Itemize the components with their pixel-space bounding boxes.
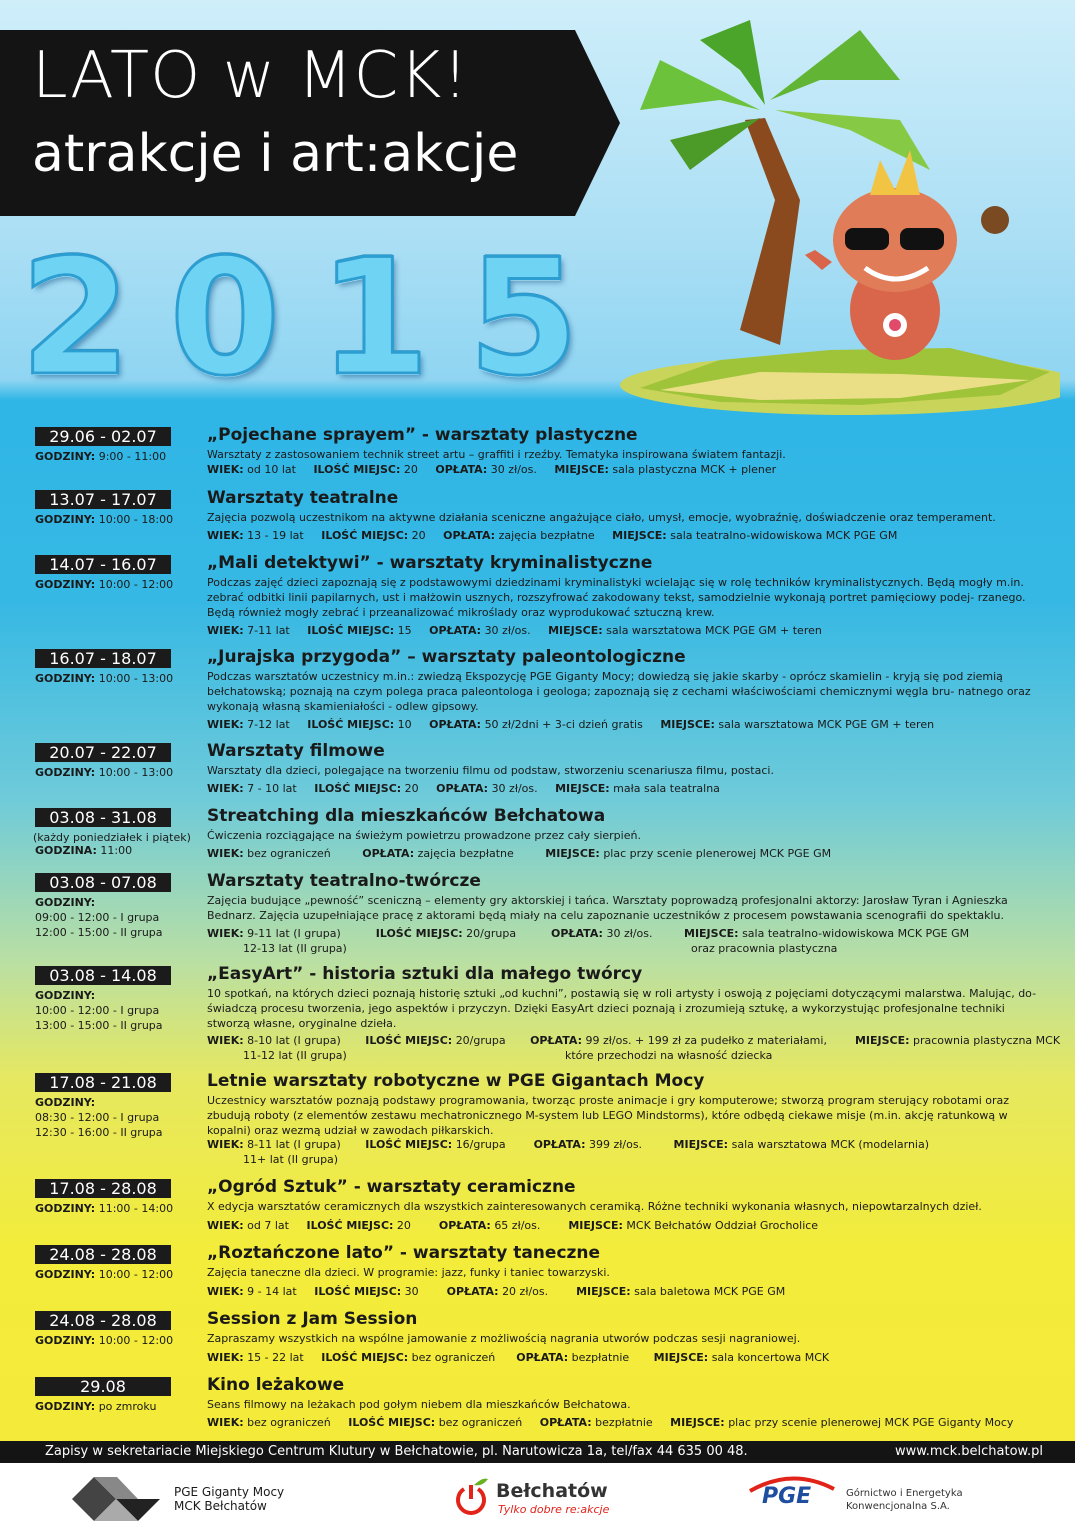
- event-title: „Roztańczone lato” - warsztaty taneczne: [207, 1243, 601, 1263]
- event-hours: GODZINY: 11:00 - 14:00: [35, 1202, 174, 1215]
- event-date: 16.07 - 18.07: [35, 649, 171, 668]
- event-hours: GODZINY: 08:30 - 12:00 - I grupa 12:30 - 16:00 - II grupa: [35, 1096, 163, 1139]
- event-details: WIEK: 7 - 10 lat ILOŚĆ MIEJSC: 20 OPŁATA: 30 zł/os. MIEJSCE: mała sala teatralna: [207, 782, 720, 795]
- year-heading: 2015: [20, 224, 618, 411]
- footer-bar: [0, 1441, 1075, 1463]
- event-date: 03.08 - 07.08: [35, 873, 171, 892]
- page-title: LATO w MCK!: [32, 39, 469, 113]
- event-description: X edycja warsztatów ceramicznych dla wszystkich zainteresowanych ceramiką. Różne techniki wykonania własnych, niepowtarzalnych dzieł.: [207, 1200, 982, 1213]
- event-title: „Pojechane sprayem” - warsztaty plastyczne: [207, 425, 638, 445]
- event-title: „Mali detektywi” - warsztaty kryminalistyczne: [207, 553, 653, 573]
- event-details: WIEK: bez ograniczeń OPŁATA: zajęcia bezpłatne MIEJSCE: plac przy scenie plenerowej MCK PGE GM: [207, 847, 832, 860]
- event-hours: GODZINY: 10:00 - 13:00: [35, 672, 174, 685]
- website-link[interactable]: www.mck.belchatow.pl: [894, 1444, 1043, 1459]
- power-leaf-icon: [452, 1477, 490, 1517]
- event-hours: GODZINY: 10:00 - 13:00: [35, 766, 174, 779]
- event-date: 13.07 - 17.07: [35, 490, 171, 509]
- mck-logo-icon: [72, 1473, 162, 1525]
- event-hours: GODZINY: po zmroku: [35, 1400, 157, 1413]
- pge-logo-text: PGE: [762, 1484, 812, 1509]
- event-hours: GODZINY: 10:00 - 12:00: [35, 1334, 174, 1347]
- event-place-2: oraz pracownia plastyczna: [691, 942, 838, 955]
- event-title: „Jurajska przygoda” – warsztaty paleontologiczne: [207, 647, 686, 667]
- event-hours: GODZINY: 10:00 - 12:00 - I grupa 13:00 - 15:00 - II grupa: [35, 989, 163, 1032]
- event-title: Kino leżakowe: [207, 1375, 345, 1395]
- event-date: 14.07 - 16.07: [35, 555, 171, 574]
- event-description: Zajęcia budujące „pewność” sceniczną – elementy gry aktorskiej i tańca. Warsztaty poprowadzą profesjonalni aktorzy: Jarosław Tyran i Agnieszka Bednarz. Zajęcia uzupełniające pracę z aktorami będą miały na celu zapoznanie uczestników z procesem powstawania scenografii do spektaklu.: [207, 894, 1008, 922]
- sponsor-logos: [0, 1463, 1075, 1536]
- event-date: 17.08 - 28.08: [35, 1179, 171, 1198]
- event-date: 20.07 - 22.07: [35, 743, 171, 762]
- event-title: Letnie warsztaty robotyczne w PGE Gigantach Mocy: [207, 1071, 705, 1091]
- event-date: 29.06 - 02.07: [35, 427, 171, 446]
- event-date: 03.08 - 14.08: [35, 966, 171, 985]
- event-title: „EasyArt” - historia sztuki dla małego twórcy: [207, 964, 643, 984]
- event-details: WIEK: od 10 lat ILOŚĆ MIEJSC: 20 OPŁATA: 30 zł/os. MIEJSCE: sala plastyczna MCK + plener: [207, 463, 777, 476]
- event-description: Podczas zajęć dzieci zapoznają się z podstawowymi dziedzinami kryminalistyki wcielając się w rolę techników kryminalistycznych. Będą mogły m.in. zebrać odbitki linii papilarnych, ust i małżowin usznych, rozszyfrować zakodowany tekst, samodzielnie wykonają portret pamięciowy podej- rzanego. Będą również mogły zebrać i przeanalizować mikroślady oraz wyprodukować sztuczną krew.: [207, 576, 1026, 619]
- event-title: Warsztaty teatralno-twórcze: [207, 871, 481, 891]
- event-description: Zapraszamy wszystkich na wspólne jamowanie z możliwością nagrania utworów podczas sesji nagraniowej.: [207, 1332, 801, 1345]
- event-details: WIEK: 13 - 19 lat ILOŚĆ MIEJSC: 20 OPŁATA: zajęcia bezpłatne MIEJSCE: sala teatralno-widowiskowa MCK PGE GM: [207, 529, 898, 542]
- event-title: „Ogród Sztuk” - warsztaty ceramiczne: [207, 1177, 576, 1197]
- event-title: Streatching dla mieszkańców Bełchatowa: [207, 806, 606, 826]
- palm-island-illustration: [600, 0, 1060, 415]
- event-details: WIEK: bez ograniczeń ILOŚĆ MIEJSC: bez ograniczeń OPŁATA: bezpłatnie MIEJSCE: plac przy scenie plenerowej MCK PGE Giganty Mocy: [207, 1416, 1014, 1429]
- event-age-2: 12-13 lat (II grupa): [243, 942, 347, 955]
- mascot-character: [805, 150, 1009, 360]
- event-age-2: 11+ lat (II grupa): [243, 1153, 339, 1166]
- event-details: WIEK: 8-11 lat (I grupa) ILOŚĆ MIEJSC: 16/grupa OPŁATA: 399 zł/os. MIEJSCE: sala warsztatowa MCK (modelarnia): [207, 1138, 930, 1151]
- event-description: Ćwiczenia rozciągające na świeżym powietrzu prowadzone przez cały sierpień.: [207, 829, 641, 842]
- event-title: Warsztaty teatralne: [207, 488, 399, 508]
- event-details: WIEK: od 7 lat ILOŚĆ MIEJSC: 20 OPŁATA: 65 zł/os. MIEJSCE: MCK Bełchatów Oddział Grocholice: [207, 1219, 819, 1232]
- event-date: 03.08 - 31.08: [35, 808, 171, 827]
- event-hours: GODZINY: 09:00 - 12:00 - I grupa 12:00 - 15:00 - II grupa: [35, 896, 163, 939]
- event-description: Seans filmowy na leżakach pod gołym niebem dla mieszkańców Bełchatowa.: [207, 1398, 631, 1411]
- event-age-2: 11-12 lat (II grupa): [243, 1049, 347, 1062]
- event-details: WIEK: 8-10 lat (I grupa) ILOŚĆ MIEJSC: 20/grupa OPŁATA: 99 zł/os. + 199 zł za pudełko z materiałami, MIEJSCE: pracownia plastyczna MCK: [207, 1034, 1061, 1047]
- city-logo-text: Bełchatów: [496, 1480, 608, 1502]
- event-description: Zajęcia taneczne dla dzieci. W programie: jazz, funky i taniec towarzyski.: [207, 1266, 610, 1279]
- event-description: Zajęcia pozwolą uczestnikom na aktywne działania sceniczne angażujące ciało, umysł, emocje, wyobraźnię, doświadczenie oraz temperament.: [207, 511, 996, 524]
- event-hours: GODZINY: 9:00 - 11:00: [35, 450, 167, 463]
- event-hours: GODZINY: 10:00 - 18:00: [35, 513, 174, 526]
- event-description: Warsztaty z zastosowaniem technik street artu – graffiti i rzeźby. Tematyka inspirowana światem fantazji.: [207, 448, 786, 461]
- event-details: WIEK: 7-11 lat ILOŚĆ MIEJSC: 15 OPŁATA: 30 zł/os. MIEJSCE: sala warsztatowa MCK PGE GM + teren: [207, 624, 822, 637]
- event-description: Uczestnicy warsztatów poznają podstawy programowania, tworząc proste animacje i gry komputerowe; stworzą program sterujący robotami oraz zbudują roboty (z elementów zestawu mechatronicznego M-system lub LEGO Mindstorms), które odbędą ciekawe misje (m.in. akcję ratunkową w kopalni) oraz wezmą udział w zawodach piłkarskich.: [207, 1094, 1010, 1137]
- event-date: 29.08: [35, 1377, 171, 1396]
- event-hours: GODZINY: 10:00 - 12:00: [35, 578, 174, 591]
- event-hours: GODZINY: 10:00 - 12:00: [35, 1268, 174, 1281]
- event-note: (każdy poniedziałek i piątek): [33, 831, 191, 844]
- event-details: WIEK: 9-11 lat (I grupa) ILOŚĆ MIEJSC: 20/grupa OPŁATA: 30 zł/os. MIEJSCE: sala teatralno-widowiskowa MCK PGE GM: [207, 927, 970, 940]
- event-description: 10 spotkań, na których dzieci poznają historię sztuki „od kuchni”, postawią się w roli artysty i oswoją z pojęciami dotyczącymi malarstwa. Malując, do- świadczą procesu tworzenia, jego aspektów i przyczyn. Dzięki EasyArt dzieci poznają i zrozumieją sztukę, a wykorzystując profesjonalne techniki stworzą własne, oryginalne dzieła.: [207, 987, 1037, 1030]
- pge-company-name: Górnictwo i Energetyka Konwencjonalna S.A.: [846, 1488, 963, 1512]
- event-title: Warsztaty filmowe: [207, 741, 385, 761]
- event-details: WIEK: 7-12 lat ILOŚĆ MIEJSC: 10 OPŁATA: 50 zł/2dni + 3-ci dzień gratis MIEJSCE: sala warsztatowa MCK PGE GM + teren: [207, 718, 935, 731]
- mck-logo-text: PGE Giganty Mocy MCK Bełchatów: [174, 1485, 285, 1513]
- page-subtitle: atrakcje i art:akcje: [32, 124, 519, 184]
- event-description: Warsztaty dla dzieci, polegające na tworzeniu filmu od podstaw, stworzeniu scenariusza filmu, postaci.: [207, 764, 774, 777]
- event-date: 17.08 - 21.08: [35, 1073, 171, 1092]
- event-details: WIEK: 9 - 14 lat ILOŚĆ MIEJSC: 30 OPŁATA: 20 zł/os. MIEJSCE: sala baletowa MCK PGE GM: [207, 1285, 786, 1298]
- event-details: WIEK: 15 - 22 lat ILOŚĆ MIEJSC: bez ograniczeń OPŁATA: bezpłatnie MIEJSCE: sala koncertowa MCK: [207, 1351, 830, 1364]
- event-hours: GODZINA: 11:00: [35, 844, 133, 857]
- event-fee-2: które przechodzi na własność dziecka: [565, 1049, 773, 1062]
- city-slogan: Tylko dobre re:akcje: [498, 1503, 610, 1516]
- event-description: Podczas warsztatów uczestnicy m.in.: zwiedzą Ekspozycję PGE Giganty Mocy; dowiedzą się jakie skarby - oprócz skamielin - kryją się pod ziemią bełchatowską; poznają na czym polega praca paleontologa i geologa; zapoznają się z cechami właściwościami chemicznymi węgla bru- natnego oraz wykonają własną skamieniałości - odlew gipsowy.: [207, 670, 1031, 713]
- event-date: 24.08 - 28.08: [35, 1311, 171, 1330]
- event-date: 24.08 - 28.08: [35, 1245, 171, 1264]
- registration-info: Zapisy w sekretariacie Miejskiego Centrum Klutury w Bełchatowie, pl. Narutowicza 1a, tel/fax 44 635 00 48.: [45, 1444, 748, 1459]
- event-title: Session z Jam Session: [207, 1309, 418, 1329]
